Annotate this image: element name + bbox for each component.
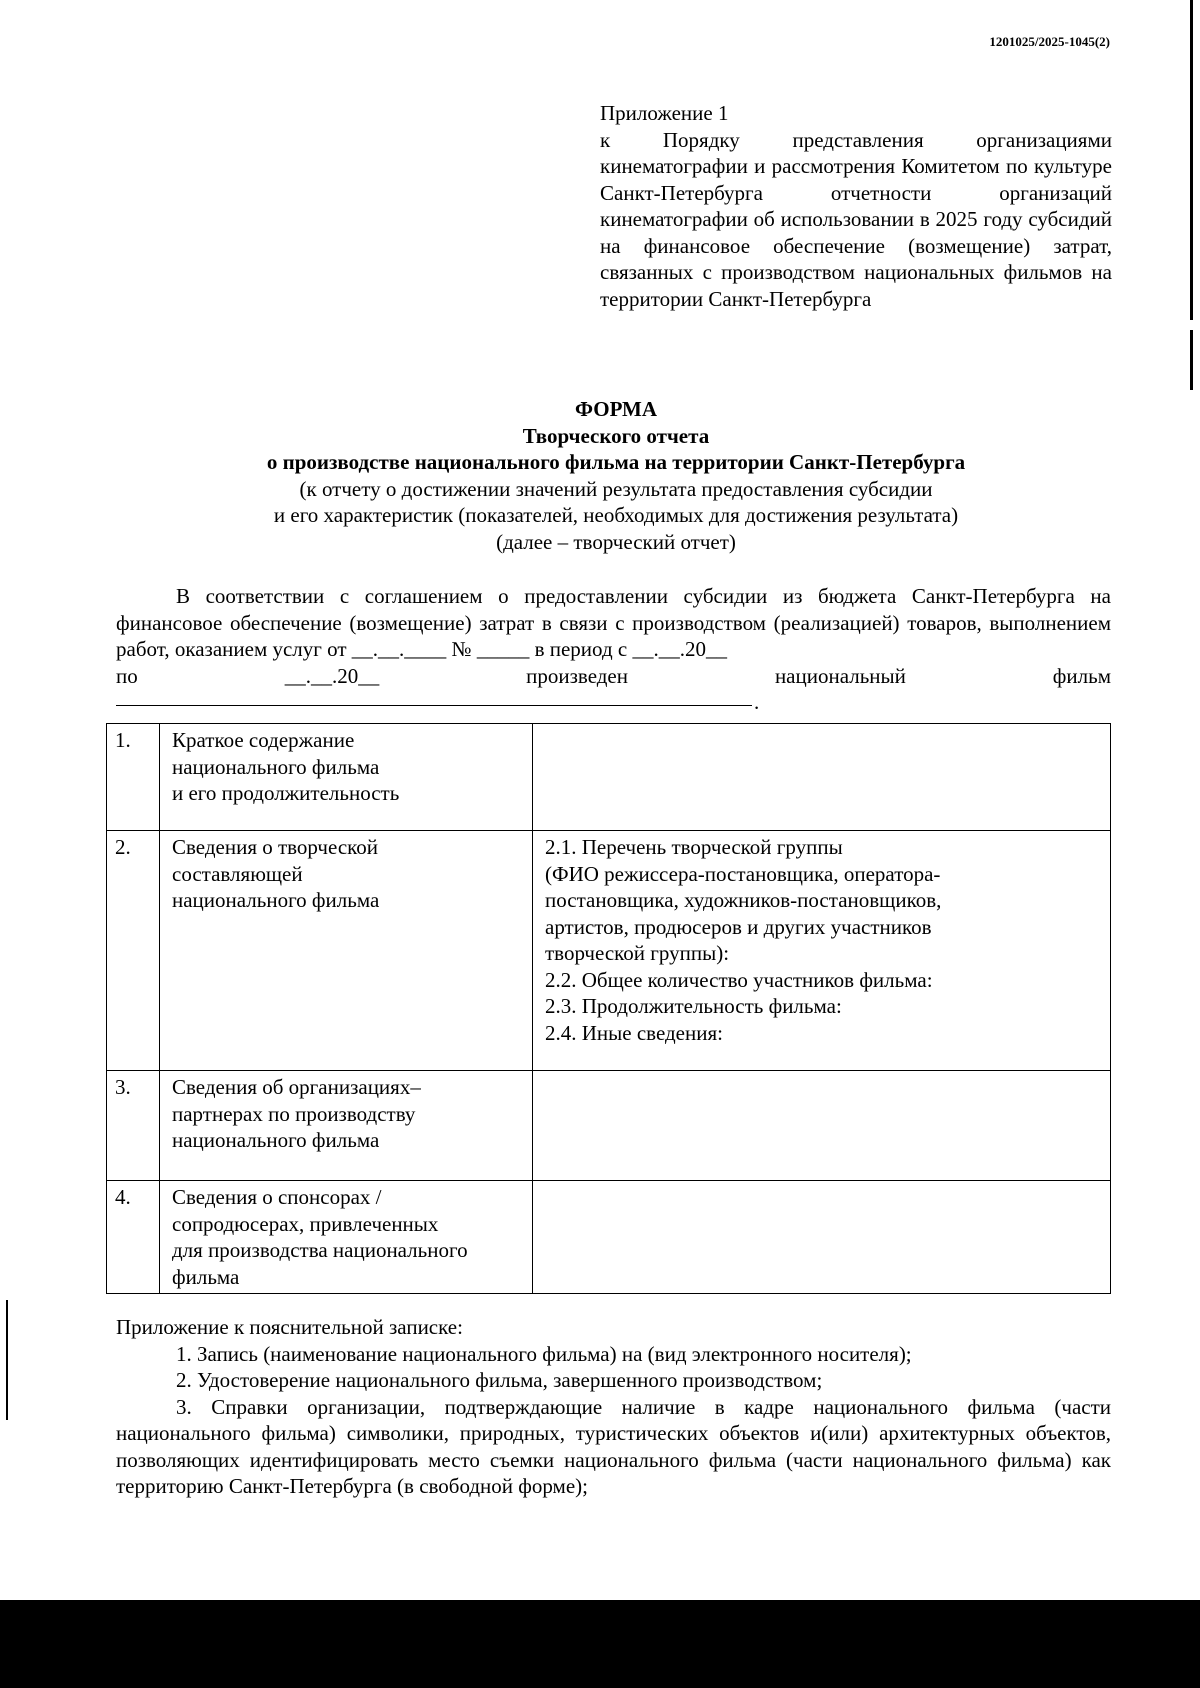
attachment-item: 3. Справки организации, подтверждающие наличие в кадре национального фильма (части национального фильма) символики, природных, туристических объектов и(или) архитектурных объектов, позволяющих идентифицировать место съемки национального фильма (части национального фильма) как территорию Санкт-Петербурга (в свободной форме); — [116, 1394, 1111, 1498]
row-number: 1. — [107, 724, 160, 831]
scan-edge-mark-top — [1190, 0, 1193, 320]
info-line: 2.3. Продолжительность фильма: — [545, 994, 842, 1018]
scan-edge-mark-middle — [1190, 330, 1193, 390]
row-label-line: национального фильма — [172, 754, 380, 779]
intro-last-line: по __.__.20__ произведен национальный фильм — [116, 663, 1111, 688]
form-title-word: ФОРМА — [574, 397, 658, 421]
row-label-line: составляющей — [172, 861, 303, 886]
form-title-subtitle: Творческого отчета — [522, 423, 710, 448]
row-label-line: сопродюсерах, привлеченных — [172, 1211, 439, 1236]
form-title-block — [110, 396, 1122, 555]
report-table — [106, 723, 1111, 1294]
row-number: 4. — [107, 1181, 160, 1294]
row-label-line: и его продолжительность — [172, 781, 400, 805]
row-label-line: Сведения об организациях– — [172, 1075, 421, 1099]
table-row — [107, 1181, 1111, 1294]
form-title-note-2: и его характеристик (показателей, необходимых для достижения результата) — [273, 503, 959, 527]
row-value-cell — [533, 831, 1111, 1071]
table-row — [107, 724, 1111, 831]
attachment-item: 2. Удостоверение национального фильма, завершенного производством; — [176, 1368, 823, 1392]
row-value-cell — [533, 724, 1111, 831]
info-line: 2.4. Иные сведения: — [545, 1020, 723, 1045]
document-number: 1201025/2025-1045(2) — [989, 34, 1110, 49]
info-line: творческой группы): — [545, 941, 730, 965]
row-label-line: фильма — [172, 1264, 240, 1289]
info-line: (ФИО режиссера-постановщика, оператора- — [545, 861, 941, 886]
row-number: 2. — [107, 831, 160, 1071]
row-label-line: Краткое содержание — [172, 728, 355, 752]
form-title-note-3: (далее – творческий отчет) — [496, 529, 736, 554]
film-name-trailing-dot: . — [754, 690, 760, 714]
row-label-line: национального фильма — [172, 888, 380, 912]
intro-paragraph — [116, 583, 1111, 689]
row-number: 3. — [107, 1071, 160, 1181]
film-name-blank-line — [116, 705, 752, 706]
info-line: артистов, продюсеров и других участников — [545, 914, 932, 939]
row-label-cell — [160, 1181, 533, 1294]
appendix-text: к Порядку представления организациями кинематографии и рассмотрения Комитетом по культуре Санкт-Петербурга отчетности организаций кинематографии об использовании в 2025 году субсидий на финансовое обеспечение (возмещение) затрат, связанных с производством национальных фильмов на территории Санкт-Петербурга — [600, 127, 1112, 311]
attachment-item: 1. Запись (наименование национального фильма) на (вид электронного носителя); — [176, 1341, 912, 1366]
row-label-cell — [160, 1071, 533, 1181]
appendix-block — [600, 100, 1112, 312]
attachments-heading: Приложение к пояснительной записке: — [116, 1315, 463, 1339]
form-title-subject: о производстве национального фильма на территории Санкт-Петербурга — [266, 450, 966, 474]
row-label-line: Сведения о творческой — [172, 835, 379, 859]
row-value-cell — [533, 1181, 1111, 1294]
info-line: 2.1. Перечень творческой группы — [545, 835, 843, 859]
row-label-line: Сведения о спонсорах / — [172, 1185, 382, 1209]
row-label-cell — [160, 831, 533, 1071]
intro-text: В соответствии с соглашением о предоставлении субсидии из бюджета Санкт-Петербурга на финансовое обеспечение (возмещение) затрат в связи с производством (реализацией) товаров, выполнением работ, оказанием услуг от __.__.____ № _____ в период с __.__.20__ — [116, 584, 1111, 661]
table-row — [107, 1071, 1111, 1181]
table-row — [107, 831, 1111, 1071]
row-label-line: национального фильма — [172, 1128, 380, 1152]
row-value-cell — [533, 1071, 1111, 1181]
info-line: постановщика, художников-постановщиков, — [545, 888, 942, 912]
row-label-line: партнерах по производству — [172, 1101, 416, 1126]
attachments-list — [116, 1314, 1111, 1500]
row-label-cell — [160, 724, 533, 831]
row-label-line: для производства национального — [172, 1238, 468, 1262]
scan-bottom-bar — [0, 1600, 1200, 1688]
info-line: 2.2. Общее количество участников фильма: — [545, 967, 933, 992]
form-title-note-1: (к отчету о достижении значений результата предоставления субсидии — [299, 476, 933, 501]
appendix-title: Приложение 1 — [600, 101, 729, 125]
scan-edge-mark-left — [6, 1300, 8, 1420]
